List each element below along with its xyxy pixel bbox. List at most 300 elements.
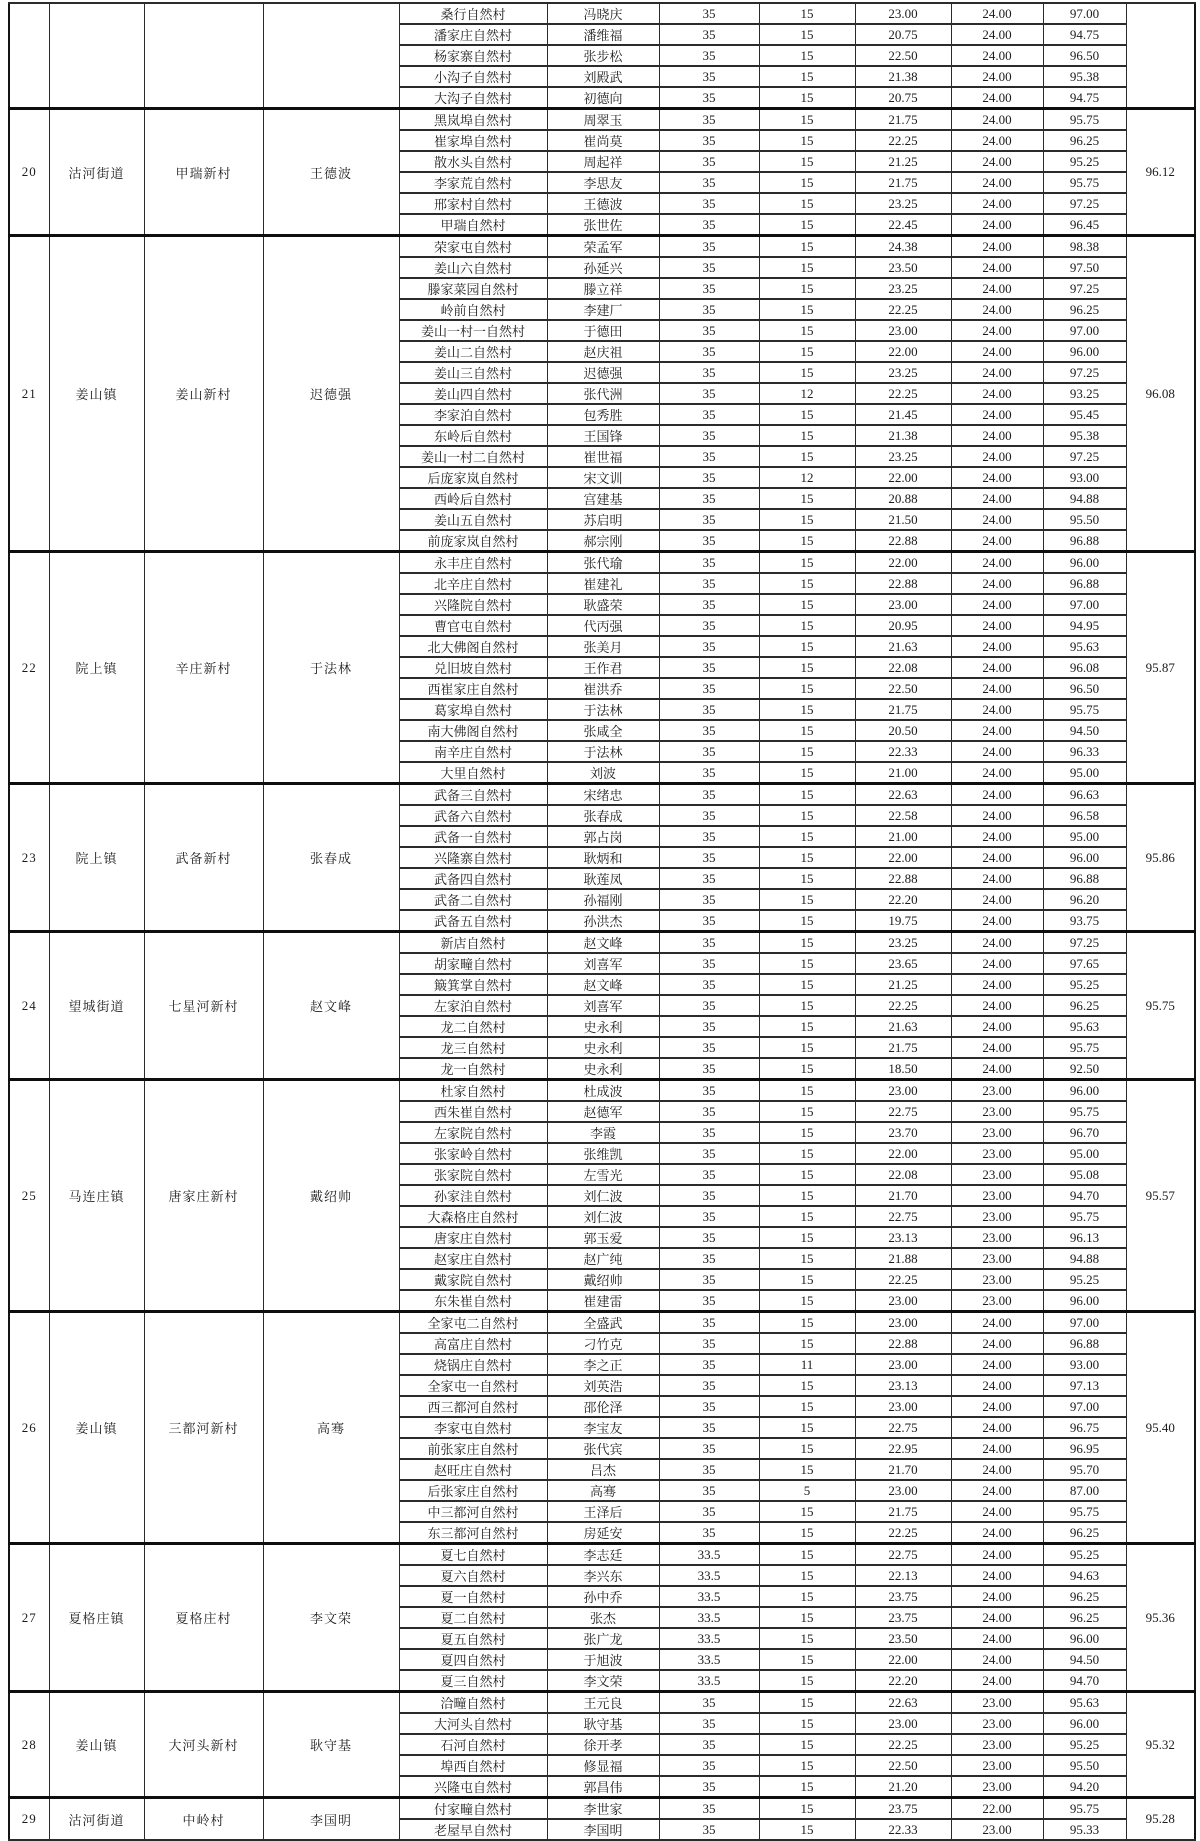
score-d-cell: 24.00 (951, 805, 1043, 826)
natural-village-cell: 洽疃自然村 (399, 1692, 547, 1714)
score-c-cell: 23.00 (855, 3, 951, 24)
village-head-cell: 荣孟军 (547, 236, 659, 258)
village-head-cell: 吕杰 (547, 1459, 659, 1480)
natural-village-cell: 张家岭自然村 (399, 1143, 547, 1164)
village-head-cell: 迟德强 (547, 362, 659, 383)
score-b-cell: 15 (759, 1312, 855, 1334)
score-b-cell: 15 (759, 1333, 855, 1354)
village-head-cell: 李国明 (547, 1819, 659, 1840)
town-cell: 望城街道 (49, 932, 144, 1080)
score-c-cell: 18.50 (855, 1058, 951, 1080)
total-cell: 96.88 (1043, 530, 1126, 552)
natural-village-cell: 北辛庄自然村 (399, 573, 547, 594)
score-a-cell: 35 (659, 932, 759, 954)
score-b-cell: 15 (759, 1734, 855, 1755)
natural-village-cell: 前张家庄自然村 (399, 1438, 547, 1459)
score-d-cell: 23.00 (951, 1101, 1043, 1122)
score-c-cell: 22.25 (855, 1522, 951, 1544)
score-d-cell: 24.00 (951, 720, 1043, 741)
score-d-cell: 24.00 (951, 594, 1043, 615)
row-number-cell: 21 (9, 236, 49, 552)
score-d-cell: 24.00 (951, 1016, 1043, 1037)
village-head-cell: 刘殿武 (547, 66, 659, 87)
score-c-cell: 23.00 (855, 1290, 951, 1312)
score-d-cell: 23.00 (951, 1164, 1043, 1185)
village-group-23 (9, 784, 1195, 932)
score-d-cell: 22.00 (951, 1798, 1043, 1820)
natural-village-cell: 前庞家岚自然村 (399, 530, 547, 552)
score-b-cell: 15 (759, 24, 855, 45)
total-cell: 97.00 (1043, 3, 1126, 24)
score-d-cell: 23.00 (951, 1227, 1043, 1248)
total-cell: 96.58 (1043, 805, 1126, 826)
score-d-cell: 24.00 (951, 1312, 1043, 1334)
village-head-cell: 李建厂 (547, 299, 659, 320)
village-head-cell: 于旭波 (547, 1649, 659, 1670)
score-a-cell: 35 (659, 573, 759, 594)
score-d-cell: 24.00 (951, 1333, 1043, 1354)
score-a-cell: 35 (659, 1417, 759, 1438)
score-d-cell: 23.00 (951, 1713, 1043, 1734)
village-head-cell: 邵伦泽 (547, 1396, 659, 1417)
village-group-25 (9, 1080, 1195, 1312)
total-cell: 94.63 (1043, 1565, 1126, 1586)
natural-village-cell: 夏一自然村 (399, 1586, 547, 1607)
score-d-cell: 24.00 (951, 45, 1043, 66)
score-d-cell: 24.00 (951, 109, 1043, 131)
score-a-cell: 35 (659, 805, 759, 826)
total-cell: 96.45 (1043, 214, 1126, 236)
score-c-cell: 21.75 (855, 172, 951, 193)
natural-village-cell: 武备五自然村 (399, 910, 547, 932)
total-cell: 97.13 (1043, 1375, 1126, 1396)
score-c-cell: 22.33 (855, 741, 951, 762)
score-c-cell: 23.25 (855, 446, 951, 467)
total-cell: 97.25 (1043, 362, 1126, 383)
score-b-cell: 15 (759, 530, 855, 552)
new-village-cell: 三都河新村 (144, 1312, 263, 1544)
score-b-cell: 15 (759, 720, 855, 741)
score-c-cell: 23.25 (855, 362, 951, 383)
natural-village-cell: 夏二自然村 (399, 1607, 547, 1628)
natural-village-cell: 桑行自然村 (399, 3, 547, 24)
score-a-cell: 35 (659, 1522, 759, 1544)
score-a-cell: 35 (659, 762, 759, 784)
score-a-cell: 35 (659, 741, 759, 762)
village-head-cell: 刘波 (547, 762, 659, 784)
natural-village-cell: 龙二自然村 (399, 1016, 547, 1037)
score-a-cell: 35 (659, 1016, 759, 1037)
total-cell: 97.00 (1043, 320, 1126, 341)
natural-village-cell: 夏七自然村 (399, 1544, 547, 1566)
score-c-cell: 21.38 (855, 66, 951, 87)
score-c-cell: 23.00 (855, 1713, 951, 1734)
natural-village-cell: 兴隆寨自然村 (399, 847, 547, 868)
leader-cell: 高骞 (263, 1312, 399, 1544)
score-d-cell: 24.00 (951, 1628, 1043, 1649)
score-b-cell: 15 (759, 1628, 855, 1649)
score-d-cell: 24.00 (951, 299, 1043, 320)
natural-village-cell: 武备三自然村 (399, 784, 547, 806)
score-b-cell: 15 (759, 87, 855, 109)
leader-cell: 戴绍帅 (263, 1080, 399, 1312)
score-a-cell: 35 (659, 1459, 759, 1480)
village-head-cell: 刘仁波 (547, 1185, 659, 1206)
score-d-cell: 23.00 (951, 1819, 1043, 1840)
score-a-cell: 35 (659, 488, 759, 509)
total-cell: 95.00 (1043, 762, 1126, 784)
natural-village-cell: 全家屯二自然村 (399, 1312, 547, 1334)
score-a-cell: 35 (659, 1185, 759, 1206)
score-d-cell: 24.00 (951, 847, 1043, 868)
village-head-cell: 张代宾 (547, 1438, 659, 1459)
score-b-cell: 15 (759, 1269, 855, 1290)
score-c-cell: 21.88 (855, 1248, 951, 1269)
score-a-cell: 35 (659, 995, 759, 1016)
score-c-cell: 22.08 (855, 1164, 951, 1185)
score-c-cell: 21.75 (855, 1037, 951, 1058)
score-d-cell: 24.00 (951, 151, 1043, 172)
total-cell: 94.75 (1043, 87, 1126, 109)
village-head-cell: 赵文峰 (547, 932, 659, 954)
table-row (9, 1544, 1195, 1566)
leader-cell: 于法林 (263, 552, 399, 784)
score-a-cell: 35 (659, 3, 759, 24)
score-a-cell: 35 (659, 1692, 759, 1714)
score-d-cell: 24.00 (951, 868, 1043, 889)
natural-village-cell: 兴隆院自然村 (399, 594, 547, 615)
row-number-cell: 25 (9, 1080, 49, 1312)
total-cell: 96.00 (1043, 847, 1126, 868)
score-d-cell: 24.00 (951, 3, 1043, 24)
village-head-cell: 张美月 (547, 636, 659, 657)
natural-village-cell: 左家院自然村 (399, 1122, 547, 1143)
natural-village-cell: 烧锅庄自然村 (399, 1354, 547, 1375)
score-c-cell: 22.00 (855, 847, 951, 868)
total-cell: 96.88 (1043, 573, 1126, 594)
score-c-cell: 22.58 (855, 805, 951, 826)
total-cell: 96.75 (1043, 1417, 1126, 1438)
total-cell: 96.00 (1043, 1713, 1126, 1734)
score-a-cell: 35 (659, 467, 759, 488)
score-d-cell: 24.00 (951, 509, 1043, 530)
total-cell: 93.75 (1043, 910, 1126, 932)
village-head-cell: 郭占岗 (547, 826, 659, 847)
score-a-cell: 35 (659, 889, 759, 910)
natural-village-cell: 荣家屯自然村 (399, 236, 547, 258)
row-number-cell: 28 (9, 1692, 49, 1798)
score-a-cell: 35 (659, 299, 759, 320)
table-row (9, 3, 1195, 24)
score-c-cell: 21.70 (855, 1459, 951, 1480)
total-cell: 96.08 (1043, 657, 1126, 678)
village-head-cell: 潘维福 (547, 24, 659, 45)
total-cell: 96.25 (1043, 1607, 1126, 1628)
natural-village-cell: 赵旺庄自然村 (399, 1459, 547, 1480)
village-head-cell: 周翠玉 (547, 109, 659, 131)
score-c-cell: 22.00 (855, 552, 951, 574)
village-head-cell: 郭玉爱 (547, 1227, 659, 1248)
natural-village-cell: 黑岚埠自然村 (399, 109, 547, 131)
village-head-cell: 张咸全 (547, 720, 659, 741)
score-a-cell: 35 (659, 847, 759, 868)
natural-village-cell: 后张家庄自然村 (399, 1480, 547, 1501)
score-c-cell: 22.25 (855, 299, 951, 320)
village-head-cell: 李志廷 (547, 1544, 659, 1566)
total-cell: 93.00 (1043, 1354, 1126, 1375)
leader-cell: 王德波 (263, 109, 399, 236)
average-cell: 95.75 (1126, 932, 1195, 1080)
total-cell: 95.75 (1043, 1101, 1126, 1122)
natural-village-cell: 全家屯一自然村 (399, 1375, 547, 1396)
town-cell: 马连庄镇 (49, 1080, 144, 1312)
village-head-cell: 李思友 (547, 172, 659, 193)
score-c-cell: 22.95 (855, 1438, 951, 1459)
score-b-cell: 15 (759, 1501, 855, 1522)
score-b-cell: 15 (759, 236, 855, 258)
score-b-cell: 15 (759, 1058, 855, 1080)
score-a-cell: 35 (659, 172, 759, 193)
score-d-cell: 24.00 (951, 362, 1043, 383)
score-a-cell: 35 (659, 341, 759, 362)
score-b-cell: 15 (759, 1798, 855, 1820)
average-cell (1126, 3, 1195, 109)
total-cell: 94.95 (1043, 615, 1126, 636)
village-group-24 (9, 932, 1195, 1080)
score-c-cell: 22.75 (855, 1544, 951, 1566)
score-b-cell: 15 (759, 1565, 855, 1586)
score-c-cell: 23.00 (855, 1312, 951, 1334)
row-number-cell: 29 (9, 1798, 49, 1841)
score-c-cell: 23.50 (855, 257, 951, 278)
natural-village-cell: 武备一自然村 (399, 826, 547, 847)
town-cell (49, 3, 144, 109)
new-village-cell: 姜山新村 (144, 236, 263, 552)
village-head-cell: 苏启明 (547, 509, 659, 530)
total-cell: 95.25 (1043, 1544, 1126, 1566)
score-d-cell: 23.00 (951, 1080, 1043, 1102)
score-c-cell: 22.45 (855, 214, 951, 236)
score-c-cell: 22.50 (855, 1755, 951, 1776)
score-d-cell: 23.00 (951, 1755, 1043, 1776)
new-village-cell: 大河头新村 (144, 1692, 263, 1798)
leader-cell: 李国明 (263, 1798, 399, 1841)
score-a-cell: 35 (659, 1480, 759, 1501)
score-c-cell: 23.75 (855, 1607, 951, 1628)
average-cell: 95.36 (1126, 1544, 1195, 1692)
natural-village-cell: 老屋早自然村 (399, 1819, 547, 1840)
score-c-cell: 21.25 (855, 974, 951, 995)
town-cell: 夏格庄镇 (49, 1544, 144, 1692)
score-c-cell: 21.75 (855, 699, 951, 720)
village-head-cell: 冯晓庆 (547, 3, 659, 24)
score-b-cell: 15 (759, 1776, 855, 1798)
table-row (9, 109, 1195, 131)
natural-village-cell: 夏三自然村 (399, 1670, 547, 1692)
village-head-cell: 张春成 (547, 805, 659, 826)
total-cell: 95.25 (1043, 151, 1126, 172)
score-c-cell: 21.75 (855, 109, 951, 131)
score-a-cell: 35 (659, 1164, 759, 1185)
score-b-cell: 12 (759, 383, 855, 404)
score-c-cell: 24.38 (855, 236, 951, 258)
total-cell: 95.75 (1043, 1501, 1126, 1522)
town-cell: 姜山镇 (49, 1312, 144, 1544)
score-b-cell: 15 (759, 1396, 855, 1417)
total-cell: 93.25 (1043, 383, 1126, 404)
total-cell: 95.75 (1043, 1798, 1126, 1820)
score-d-cell: 24.00 (951, 910, 1043, 932)
total-cell: 94.70 (1043, 1185, 1126, 1206)
village-group-26 (9, 1312, 1195, 1544)
score-a-cell: 35 (659, 87, 759, 109)
score-a-cell: 33.5 (659, 1544, 759, 1566)
village-head-cell: 赵庆祖 (547, 341, 659, 362)
score-b-cell: 15 (759, 109, 855, 131)
score-b-cell: 15 (759, 66, 855, 87)
village-head-cell: 修显福 (547, 1755, 659, 1776)
score-c-cell: 23.70 (855, 1122, 951, 1143)
row-number-cell: 24 (9, 932, 49, 1080)
score-d-cell: 24.00 (951, 530, 1043, 552)
score-a-cell: 35 (659, 657, 759, 678)
score-d-cell: 24.00 (951, 193, 1043, 214)
score-b-cell: 15 (759, 1164, 855, 1185)
score-d-cell: 24.00 (951, 488, 1043, 509)
village-head-cell: 张步松 (547, 45, 659, 66)
total-cell: 95.75 (1043, 1206, 1126, 1227)
total-cell: 97.50 (1043, 257, 1126, 278)
score-a-cell: 33.5 (659, 1649, 759, 1670)
natural-village-cell: 杨家寨自然村 (399, 45, 547, 66)
village-head-cell: 张广龙 (547, 1628, 659, 1649)
natural-village-cell: 唐家庄自然村 (399, 1227, 547, 1248)
score-b-cell: 12 (759, 467, 855, 488)
table-row (9, 784, 1195, 806)
score-b-cell: 15 (759, 45, 855, 66)
village-group-continued (9, 3, 1195, 109)
score-d-cell: 24.00 (951, 1037, 1043, 1058)
average-cell: 96.12 (1126, 109, 1195, 236)
score-d-cell: 24.00 (951, 552, 1043, 574)
natural-village-cell: 姜山四自然村 (399, 383, 547, 404)
total-cell: 96.50 (1043, 678, 1126, 699)
score-a-cell: 33.5 (659, 1586, 759, 1607)
village-head-cell: 周起祥 (547, 151, 659, 172)
score-a-cell: 35 (659, 826, 759, 847)
score-b-cell: 15 (759, 953, 855, 974)
score-a-cell: 35 (659, 24, 759, 45)
score-b-cell: 15 (759, 257, 855, 278)
score-b-cell: 15 (759, 299, 855, 320)
new-village-cell (144, 3, 263, 109)
score-b-cell: 15 (759, 1819, 855, 1840)
average-cell: 95.87 (1126, 552, 1195, 784)
natural-village-cell: 东三都河自然村 (399, 1522, 547, 1544)
village-head-cell: 史永利 (547, 1037, 659, 1058)
natural-village-cell: 西三都河自然村 (399, 1396, 547, 1417)
score-b-cell: 15 (759, 615, 855, 636)
score-c-cell: 22.88 (855, 1333, 951, 1354)
score-a-cell: 35 (659, 66, 759, 87)
village-head-cell: 刘喜军 (547, 953, 659, 974)
score-d-cell: 24.00 (951, 826, 1043, 847)
score-d-cell: 24.00 (951, 889, 1043, 910)
score-d-cell: 24.00 (951, 1649, 1043, 1670)
score-d-cell: 24.00 (951, 1501, 1043, 1522)
leader-cell (263, 3, 399, 109)
score-b-cell: 15 (759, 1206, 855, 1227)
score-c-cell: 23.65 (855, 953, 951, 974)
total-cell: 97.65 (1043, 953, 1126, 974)
score-d-cell: 23.00 (951, 1269, 1043, 1290)
score-b-cell: 15 (759, 805, 855, 826)
score-c-cell: 22.00 (855, 1649, 951, 1670)
score-b-cell: 15 (759, 1122, 855, 1143)
score-a-cell: 35 (659, 45, 759, 66)
score-d-cell: 23.00 (951, 1185, 1043, 1206)
village-head-cell: 赵德军 (547, 1101, 659, 1122)
natural-village-cell: 赵家庄自然村 (399, 1248, 547, 1269)
village-head-cell: 王元良 (547, 1692, 659, 1714)
score-a-cell: 35 (659, 552, 759, 574)
village-head-cell: 张维凯 (547, 1143, 659, 1164)
score-d-cell: 24.00 (951, 657, 1043, 678)
score-c-cell: 21.00 (855, 762, 951, 784)
score-c-cell: 20.75 (855, 87, 951, 109)
score-b-cell: 15 (759, 552, 855, 574)
total-cell: 95.70 (1043, 1459, 1126, 1480)
score-d-cell: 24.00 (951, 425, 1043, 446)
total-cell: 95.38 (1043, 425, 1126, 446)
score-d-cell: 23.00 (951, 1248, 1043, 1269)
natural-village-cell: 孙家洼自然村 (399, 1185, 547, 1206)
village-head-cell: 王德波 (547, 193, 659, 214)
score-b-cell: 15 (759, 1713, 855, 1734)
score-d-cell: 24.00 (951, 636, 1043, 657)
natural-village-cell: 埠西自然村 (399, 1755, 547, 1776)
score-d-cell: 23.00 (951, 1734, 1043, 1755)
total-cell: 96.25 (1043, 130, 1126, 151)
village-group-28 (9, 1692, 1195, 1798)
score-b-cell: 15 (759, 1248, 855, 1269)
score-a-cell: 35 (659, 1333, 759, 1354)
table-row (9, 1312, 1195, 1334)
score-d-cell: 24.00 (951, 87, 1043, 109)
score-b-cell: 5 (759, 1480, 855, 1501)
score-c-cell: 22.20 (855, 889, 951, 910)
score-c-cell: 23.00 (855, 1354, 951, 1375)
score-c-cell: 22.25 (855, 130, 951, 151)
score-d-cell: 24.00 (951, 615, 1043, 636)
score-c-cell: 22.88 (855, 573, 951, 594)
score-d-cell: 24.00 (951, 341, 1043, 362)
row-number-cell (9, 3, 49, 109)
score-d-cell: 24.00 (951, 678, 1043, 699)
natural-village-cell: 小沟子自然村 (399, 66, 547, 87)
village-head-cell: 滕立祥 (547, 278, 659, 299)
score-b-cell: 15 (759, 826, 855, 847)
score-a-cell: 35 (659, 425, 759, 446)
total-cell: 97.00 (1043, 1396, 1126, 1417)
total-cell: 96.25 (1043, 299, 1126, 320)
natural-village-cell: 戴家院自然村 (399, 1269, 547, 1290)
score-d-cell: 24.00 (951, 741, 1043, 762)
score-d-cell: 23.00 (951, 1143, 1043, 1164)
total-cell: 95.25 (1043, 1734, 1126, 1755)
score-a-cell: 35 (659, 1713, 759, 1734)
score-c-cell: 22.33 (855, 1819, 951, 1840)
